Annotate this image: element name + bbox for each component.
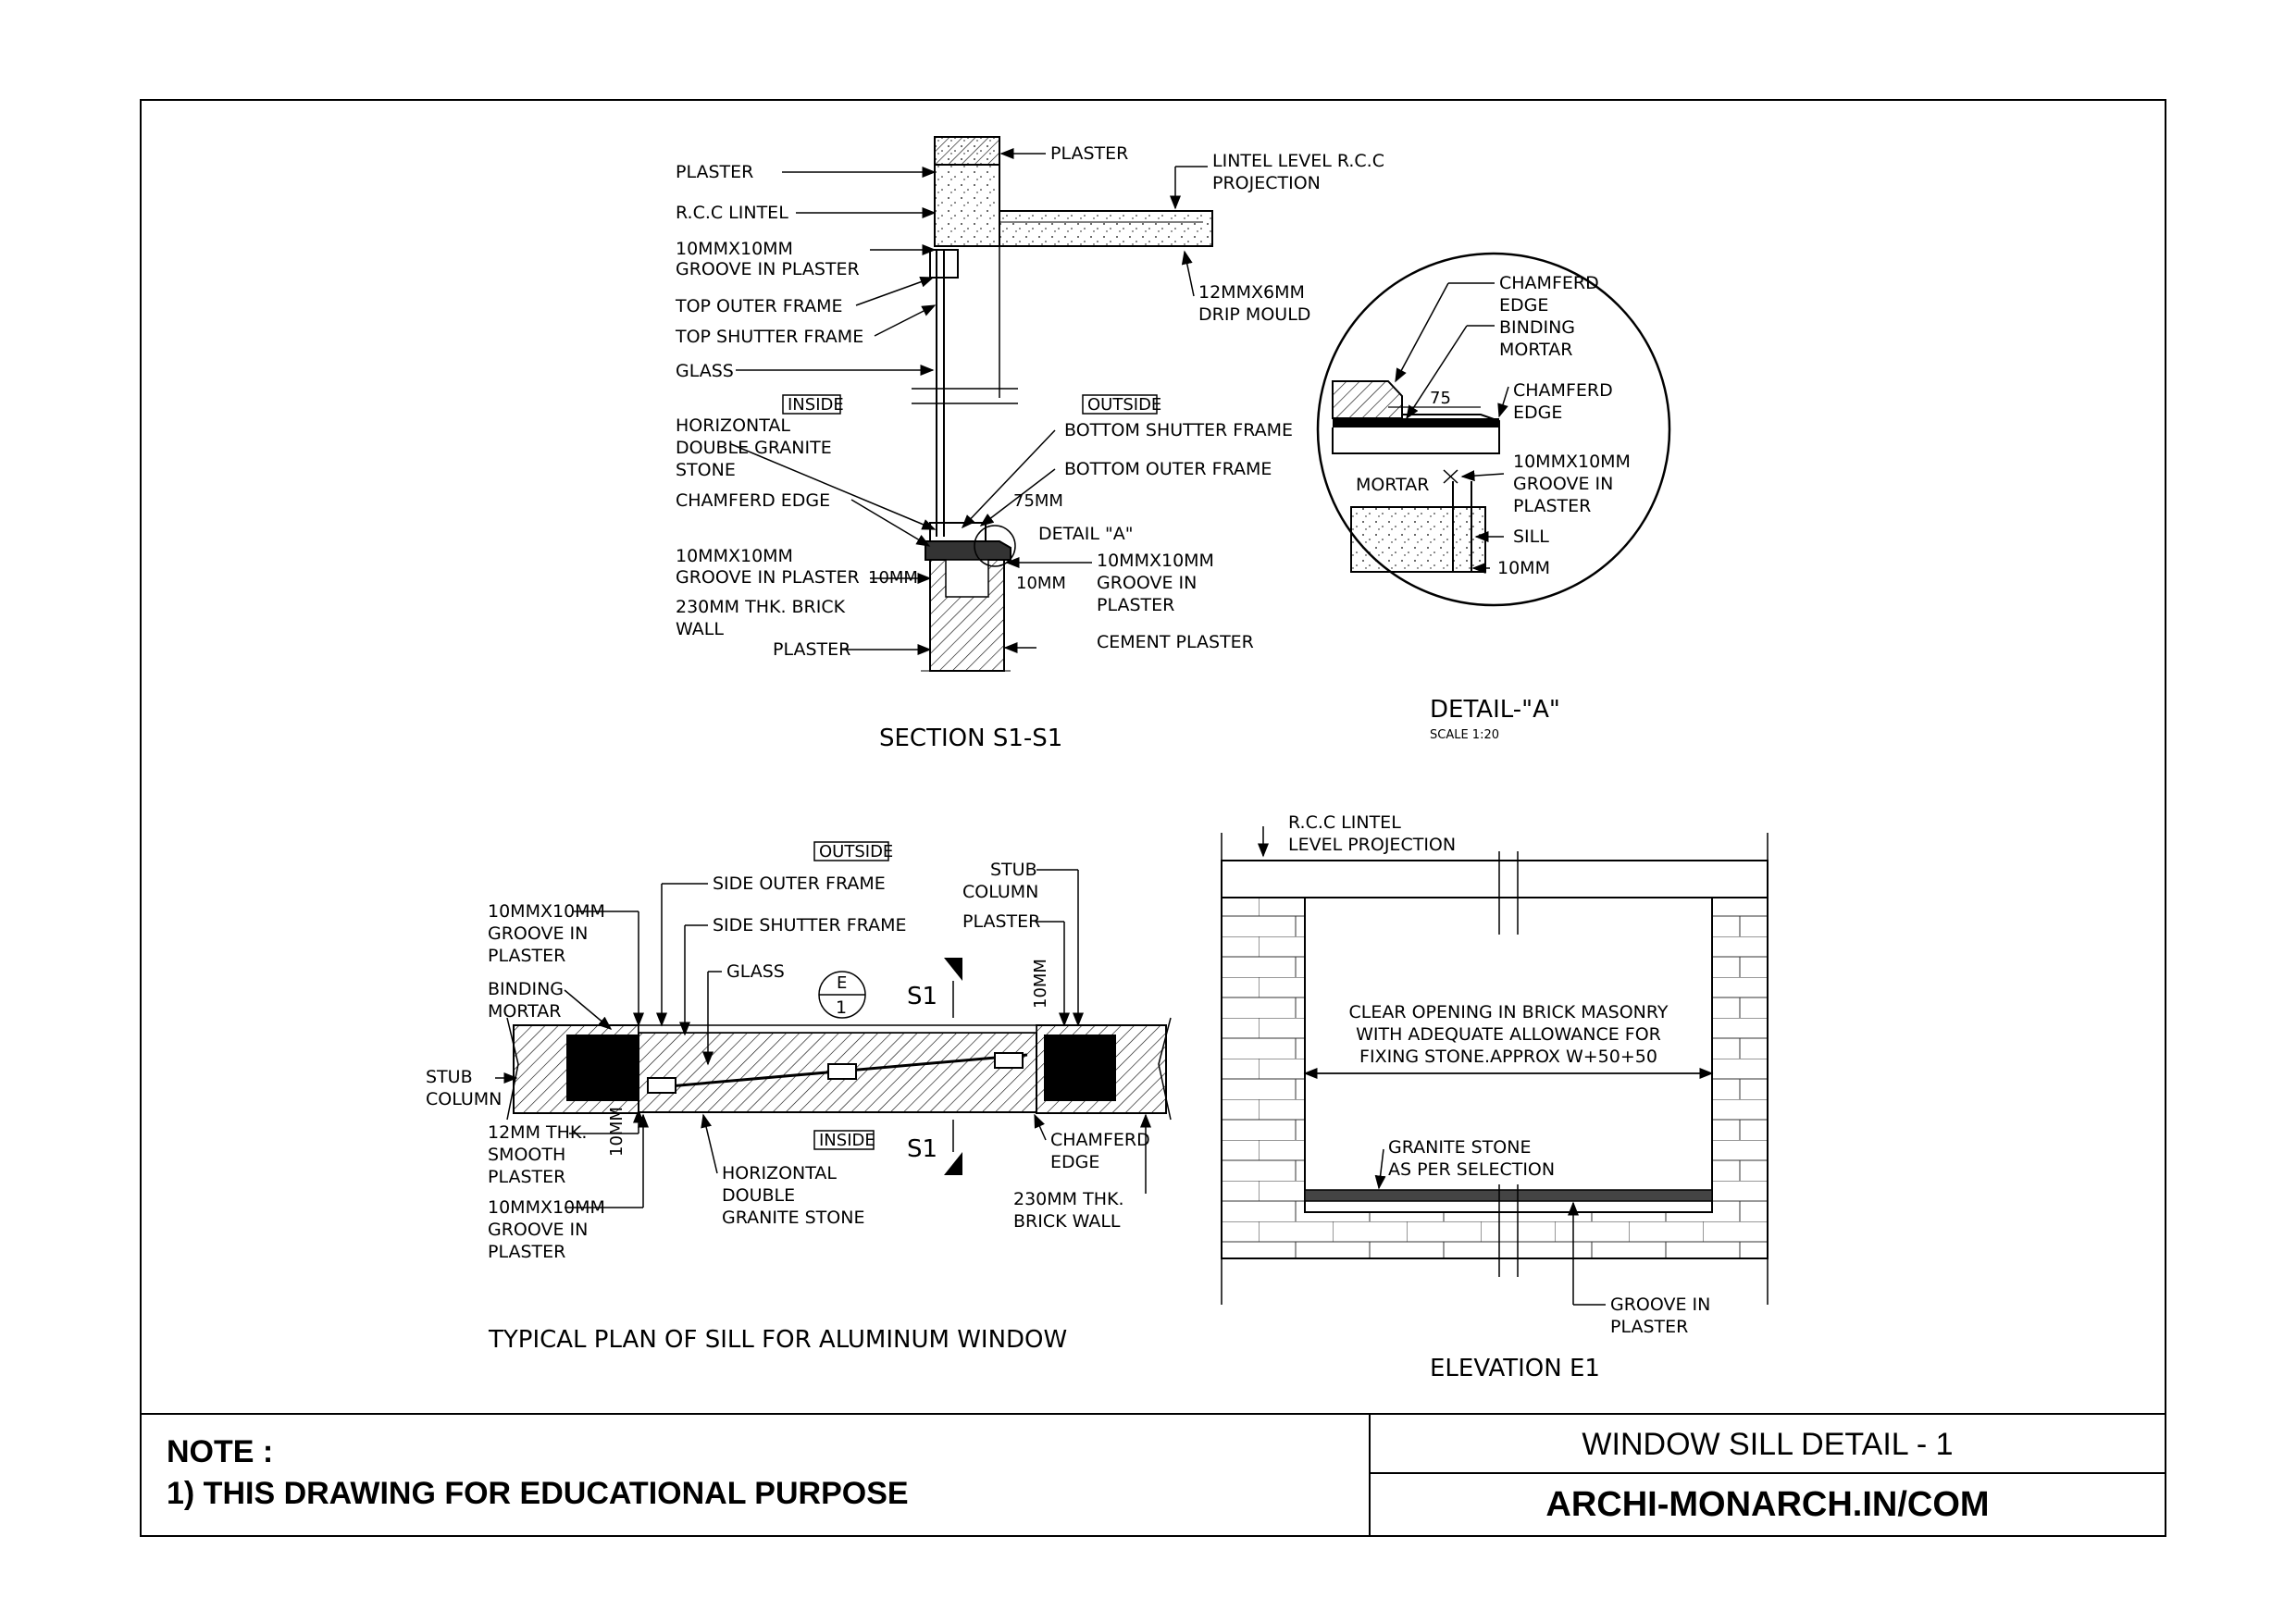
sec-label-l13: 230MM THK. BRICK bbox=[676, 597, 846, 617]
sec-label-r11: CEMENT PLASTER bbox=[1097, 632, 1254, 652]
plan-l0: 10MMX10MM bbox=[488, 901, 605, 922]
plan-dim-10b: 10MM bbox=[607, 1107, 627, 1157]
titleblock bbox=[167, 1427, 1990, 1524]
elev-opening-1: WITH ADEQUATE ALLOWANCE FOR bbox=[1356, 1024, 1661, 1045]
sec-label-l14: WALL bbox=[676, 619, 724, 639]
plan-l7: 12MM THK. bbox=[488, 1122, 588, 1143]
det-dim-75: 75 bbox=[1430, 389, 1451, 408]
det-mortar: MORTAR bbox=[1356, 475, 1430, 495]
plan-m5: GRANITE STONE bbox=[722, 1208, 865, 1228]
sec-label-l12: GROOVE IN PLASTER bbox=[676, 567, 860, 588]
plan-section-mark-top: S1 bbox=[907, 983, 938, 1010]
plan-r5: 230MM THK. bbox=[1013, 1189, 1124, 1209]
plan-r2: PLASTER bbox=[962, 911, 1041, 932]
det-label-8: PLASTER bbox=[1513, 496, 1592, 516]
section-title: SECTION S1-S1 bbox=[879, 725, 1063, 752]
plan-dim-10a: 10MM bbox=[1031, 959, 1050, 1009]
sec-label-l5: TOP SHUTTER FRAME bbox=[676, 327, 864, 347]
plan-elev-mark-bottom: 1 bbox=[836, 997, 848, 1018]
sec-label-r7: DETAIL "A" bbox=[1038, 524, 1134, 544]
det-label-0: CHAMFERD bbox=[1499, 273, 1599, 293]
elev-label-5: PLASTER bbox=[1610, 1317, 1689, 1337]
plan-l6: COLUMN bbox=[426, 1089, 503, 1109]
elev-label-1: LEVEL PROJECTION bbox=[1288, 835, 1457, 855]
sec-dim-10b: 10MM bbox=[1016, 574, 1066, 593]
sec-label-l9: STONE bbox=[676, 460, 736, 480]
det-label-4: CHAMFERD bbox=[1513, 380, 1613, 401]
plan-r0: STUB bbox=[990, 860, 1037, 880]
sec-label-r1: LINTEL LEVEL R.C.C bbox=[1212, 151, 1384, 171]
plan-tag-outside: OUTSIDE bbox=[819, 842, 894, 861]
det-label-3: MORTAR bbox=[1499, 340, 1573, 360]
sec-label-l1: R.C.C LINTEL bbox=[676, 203, 788, 223]
sec-label-l3: GROOVE IN PLASTER bbox=[676, 259, 860, 279]
plan-tag-inside: INSIDE bbox=[819, 1131, 875, 1150]
plan-l5: STUB bbox=[426, 1067, 473, 1087]
plan-section-mark-bottom: S1 bbox=[907, 1135, 938, 1163]
plan-m0: SIDE OUTER FRAME bbox=[713, 873, 886, 894]
plan-m1: SIDE SHUTTER FRAME bbox=[713, 915, 907, 935]
plan-m3: HORIZONTAL bbox=[722, 1163, 837, 1183]
plan-elev-mark-top: E bbox=[837, 973, 848, 993]
note-heading: NOTE : bbox=[167, 1434, 274, 1469]
sec-label-l11: 10MMX10MM bbox=[676, 546, 793, 566]
det-label-2: BINDING bbox=[1499, 317, 1576, 338]
plan-l1: GROOVE IN bbox=[488, 923, 589, 944]
sheet-border bbox=[141, 100, 2166, 1536]
plan-l10: 10MMX10MM bbox=[488, 1197, 605, 1218]
det-label-9: SILL bbox=[1513, 527, 1549, 547]
plan-l8: SMOOTH bbox=[488, 1145, 566, 1165]
plan-title: TYPICAL PLAN OF SILL FOR ALUMINUM WINDOW bbox=[489, 1326, 1068, 1354]
sec-label-r3: 12MMX6MM bbox=[1198, 282, 1305, 303]
plan-l3: BINDING bbox=[488, 979, 565, 999]
plan-l12: PLASTER bbox=[488, 1242, 566, 1262]
sec-label-r0: PLASTER bbox=[1050, 143, 1129, 164]
plan-r3: CHAMFERD bbox=[1050, 1130, 1150, 1150]
sec-label-l4: TOP OUTER FRAME bbox=[676, 296, 843, 316]
elev-label-4: GROOVE IN bbox=[1610, 1295, 1711, 1315]
plan-m4: DOUBLE bbox=[722, 1185, 796, 1206]
elev-label-2: GRANITE STONE bbox=[1388, 1137, 1532, 1158]
elev-label-3: AS PER SELECTION bbox=[1388, 1159, 1556, 1180]
elev-opening-2: FIXING STONE.APPROX W+50+50 bbox=[1359, 1047, 1657, 1067]
plan-l4: MORTAR bbox=[488, 1001, 562, 1022]
plan-l11: GROOVE IN bbox=[488, 1220, 589, 1240]
website: ARCHI-MONARCH.IN/COM bbox=[1545, 1485, 1990, 1524]
sec-label-r10: PLASTER bbox=[1097, 595, 1175, 615]
elevation-title: ELEVATION E1 bbox=[1430, 1355, 1600, 1382]
sec-label-r4: DRIP MOULD bbox=[1198, 304, 1311, 325]
elev-opening-0: CLEAR OPENING IN BRICK MASONRY bbox=[1348, 1002, 1669, 1022]
sec-label-l15: PLASTER bbox=[773, 639, 851, 660]
sec-label-l7: HORIZONTAL bbox=[676, 415, 790, 436]
plan-l2: PLASTER bbox=[488, 946, 566, 966]
plan-r6: BRICK WALL bbox=[1013, 1211, 1121, 1232]
det-label-7: GROOVE IN bbox=[1513, 474, 1614, 494]
sec-dim-10a: 10MM bbox=[868, 568, 918, 588]
elev-label-0: R.C.C LINTEL bbox=[1288, 812, 1401, 833]
sec-dim-75: 75MM bbox=[1013, 491, 1063, 511]
note-line: 1) THIS DRAWING FOR EDUCATIONAL PURPOSE bbox=[167, 1476, 909, 1511]
plan-r1: COLUMN bbox=[962, 882, 1039, 902]
sec-label-l0: PLASTER bbox=[676, 162, 754, 182]
plan-r4: EDGE bbox=[1050, 1152, 1100, 1172]
detail-title: DETAIL-"A" bbox=[1430, 696, 1560, 724]
sec-label-l10: CHAMFERD EDGE bbox=[676, 490, 831, 511]
plan-l9: PLASTER bbox=[488, 1167, 566, 1187]
plan-m2: GLASS bbox=[726, 961, 785, 982]
detail-a-drawing bbox=[1318, 254, 1669, 605]
sec-label-r2: PROJECTION bbox=[1212, 173, 1321, 193]
sec-label-r8: 10MMX10MM bbox=[1097, 551, 1214, 571]
detail-scale: SCALE 1:20 bbox=[1430, 728, 1500, 742]
sec-tag-outside: OUTSIDE bbox=[1087, 395, 1162, 415]
sec-label-r6: BOTTOM OUTER FRAME bbox=[1064, 459, 1272, 479]
det-label-5: EDGE bbox=[1513, 403, 1563, 423]
sec-label-r5: BOTTOM SHUTTER FRAME bbox=[1064, 420, 1294, 440]
det-label-1: EDGE bbox=[1499, 295, 1549, 316]
sec-label-l2: 10MMX10MM bbox=[676, 239, 793, 259]
sec-label-r9: GROOVE IN bbox=[1097, 573, 1198, 593]
drawing-title: WINDOW SILL DETAIL - 1 bbox=[1582, 1427, 1954, 1462]
sec-tag-inside: INSIDE bbox=[788, 395, 844, 415]
sec-label-l8: DOUBLE GRANITE bbox=[676, 438, 832, 458]
det-label-6: 10MMX10MM bbox=[1513, 452, 1631, 472]
det-label-10: 10MM bbox=[1497, 558, 1550, 578]
sec-label-l6: GLASS bbox=[676, 361, 734, 381]
